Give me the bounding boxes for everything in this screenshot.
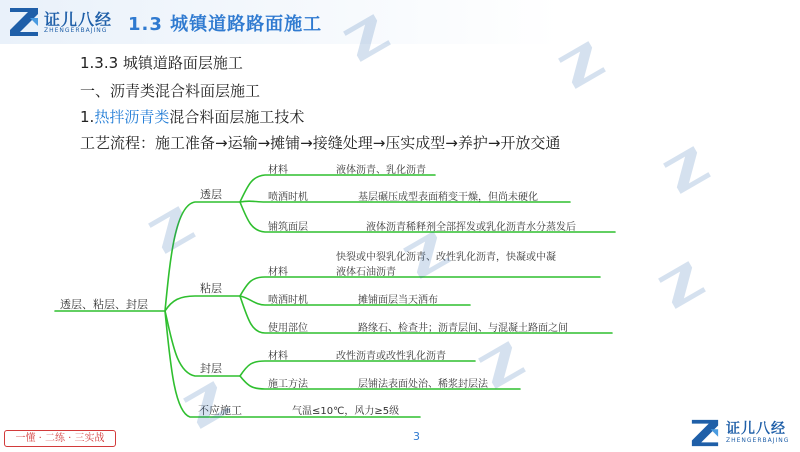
node-value: 气温≤10℃，风力≥5级 — [292, 406, 400, 417]
page-title: 1.3 城镇道路路面施工 — [128, 14, 323, 35]
subsection-heading: 一、沥青类混合料面层施工 — [80, 82, 261, 100]
branch-label-tack: 粘层 — [200, 282, 222, 295]
node-label: 使用部位 — [268, 323, 308, 334]
slogan-badge: 一懂 · 二练 · 三实战 — [4, 430, 116, 447]
mindmap-root: 透层、粘层、封层 — [60, 298, 148, 311]
process-flow: 工艺流程：施工准备→运输→摊铺→接缝处理→压实成型→养护→开放交通 — [80, 134, 561, 152]
branch-label-penetrating: 透层 — [200, 188, 222, 201]
item-rest: 混合料面层施工技术 — [169, 108, 305, 126]
node-value: 路缘石、检查井；沥青层间、与混凝土路面之间 — [358, 323, 568, 334]
brand-logo-icon — [690, 418, 720, 448]
brand-name: 证儿八经 — [726, 421, 786, 437]
brand-name-en: ZHENGERBAJING — [44, 27, 108, 34]
node-value: 液体沥青稀释剂全部挥发或乳化沥青水分蒸发后 — [366, 222, 576, 233]
node-label: 施工方法 — [268, 379, 308, 390]
node-label: 喷洒时机 — [268, 295, 308, 306]
section-heading: 1.3.3 城镇道路面层施工 — [80, 54, 243, 72]
brand-logo-footer — [690, 418, 800, 450]
node-label: 铺筑面层 — [268, 222, 308, 233]
node-label: 材料 — [268, 267, 288, 278]
node-value-cont: 液体石油沥青 — [336, 267, 396, 278]
node-value: 层铺法表面处治、稀浆封层法 — [358, 379, 488, 390]
branch-label-seal: 封层 — [200, 362, 222, 375]
node-label: 材料 — [268, 165, 288, 176]
node-value: 改性沥青或改性乳化沥青 — [336, 351, 446, 362]
page-number: 3 — [413, 430, 420, 443]
brand-name: 证儿八经 — [44, 10, 113, 29]
node-value: 摊铺面层当天洒布 — [358, 295, 438, 306]
brand-name-en: ZHENGERBAJING — [726, 437, 790, 444]
item-highlight: 热拌沥青类 — [94, 108, 170, 126]
item-prefix: 1. — [80, 108, 95, 126]
node-value: 液体沥青、乳化沥青 — [336, 165, 426, 176]
branch-label-no-construction: 不应施工 — [198, 404, 242, 417]
node-label: 材料 — [268, 351, 288, 362]
node-value: 快裂或中裂乳化沥青、改性乳化沥青，快凝或中凝 — [336, 252, 556, 263]
node-label: 喷洒时机 — [268, 192, 308, 203]
node-value: 基层碾压成型表面稍变干燥，但尚未硬化 — [358, 192, 538, 203]
